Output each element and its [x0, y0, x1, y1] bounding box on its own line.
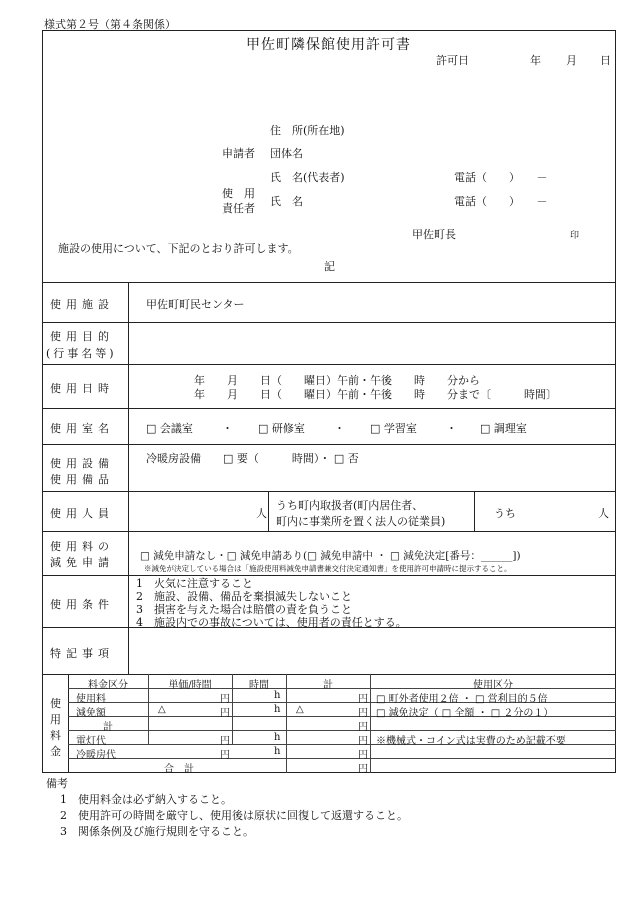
exemption-value: □ 減免申請なし・□ 減免申請あり(□ 減免申請中 ・ □ 減免決定[番号：______])	[140, 550, 521, 562]
fee-unit-yen: 円	[220, 694, 230, 705]
exemption-label-2: 減免申請	[50, 556, 114, 569]
page-title: 甲佐町隣保館使用許可書	[246, 37, 411, 53]
applicant-label: 申請者	[222, 147, 255, 160]
people-label: 使用人員	[50, 507, 114, 520]
room-option-training[interactable]: □ 研修室	[258, 422, 305, 435]
permit-date-month: 月	[566, 54, 577, 67]
exemption-label-1: 使用料の	[50, 540, 114, 553]
remark-item-1: 1 使用料金は必ず納入すること。	[60, 793, 232, 806]
people-unit: 人	[256, 507, 267, 520]
address-label: 住 所(所在地)	[270, 124, 345, 137]
facility-value: 甲佐町町民センター	[146, 298, 245, 311]
datetime-to: 年 月 日（ 曜日）午前・午後 時 分まで〔 時間〕	[194, 388, 557, 401]
room-sep-2: ・	[334, 422, 345, 435]
condition-item-1: 1 火気に注意すること	[136, 577, 253, 590]
condition-item-2: 2 施設、設備、備品を棄損滅失しないこと	[136, 590, 352, 603]
people-uchi: うち	[494, 507, 516, 520]
purpose-label-2: (行事名等)	[46, 347, 117, 360]
intro-text: 施設の使用について、下記のとおり許可します。	[58, 242, 299, 255]
fee-usage-text: ※機械式・コイン式は実費のため記載不要	[376, 736, 566, 747]
room-option-study[interactable]: □ 学習室	[370, 422, 417, 435]
fee-side-char-1: 使	[50, 697, 61, 710]
equipment-value: 冷暖房設備 □ 要（ 時間）・ □ 否	[146, 452, 359, 465]
fee-unit-yen: 円	[220, 736, 230, 747]
fee-unit-yen: 円	[220, 708, 230, 719]
fee-category: 電灯代	[76, 736, 106, 747]
exemption-note: ※減免が決定している場合は「施設使用料減免申請書兼交付決定通知書」を使用許可申請時に提示すること。	[144, 564, 512, 573]
condition-item-3: 3 損害を与えた場合は賠償の責を負うこと	[136, 603, 352, 616]
permit-date-year: 年	[530, 54, 541, 67]
fee-grand-total-yen: 円	[358, 764, 368, 775]
fee-category: 減免額	[76, 708, 106, 719]
fee-header-total: 計	[323, 680, 333, 691]
special-notes-label: 特記事項	[50, 647, 114, 660]
people-local-2: 町内に事業所を置く法人の従業員)	[276, 515, 446, 528]
fee-side-char-3: 料	[50, 729, 61, 742]
fee-category: 使用料	[76, 694, 106, 705]
room-label: 使用室名	[50, 422, 114, 435]
fee-category: 計	[103, 722, 113, 733]
responsible-name-label: 氏 名	[270, 195, 303, 208]
people-unit-2: 人	[598, 507, 609, 520]
condition-item-4: 4 施設内での事故については、使用者の責任とする。	[136, 616, 407, 629]
representative-name-label: 氏 名(代表者)	[270, 171, 345, 184]
fee-header-hours: 時間	[249, 680, 269, 691]
fee-hours-unit: h	[274, 690, 281, 701]
phone-2: 電話（ ） －	[454, 195, 548, 208]
fee-grand-total-label: 合 計	[164, 764, 194, 775]
fee-hours-unit: h	[274, 746, 281, 757]
responsible-label-2: 責任者	[222, 202, 255, 215]
group-name-label: 団体名	[270, 147, 303, 160]
mayor-label: 甲佐町長	[412, 228, 456, 241]
permit-date-label: 許可日	[436, 54, 469, 67]
permit-date-day: 日	[600, 54, 611, 67]
remark-item-3: 3 関係条例及び施行規則を守ること。	[60, 825, 254, 838]
room-option-kitchen[interactable]: □ 調理室	[480, 422, 527, 435]
fee-header-usage: 使用区分	[473, 680, 513, 691]
fee-hours-unit: h	[274, 704, 281, 715]
fee-unit-yen: 円	[220, 750, 230, 761]
phone-1: 電話（ ） －	[454, 171, 548, 184]
fee-total-yen: 円	[358, 694, 368, 705]
fee-usage-text: □ 減免決定（ □ 全額 ・ □ ２分の１）	[376, 708, 554, 719]
conditions-label: 使用条件	[50, 598, 114, 611]
room-sep-1: ・	[222, 422, 233, 435]
seal-mark: 印	[570, 231, 580, 241]
fee-triangle: △	[158, 704, 166, 715]
fee-total-yen: 円	[358, 736, 368, 747]
remark-item-2: 2 使用許可の時間を厳守し、使用後は原状に回復して返還すること。	[60, 809, 408, 822]
equipment-label-1: 使用設備	[50, 457, 114, 470]
fee-total-yen: 円	[358, 750, 368, 761]
fee-side-char-4: 金	[50, 745, 61, 758]
fee-side-char-2: 用	[50, 713, 61, 726]
datetime-label: 使用日時	[50, 382, 114, 395]
fee-header-category: 料金区分	[88, 680, 128, 691]
ki-label: 記	[324, 260, 335, 273]
fee-total-triangle: △	[296, 704, 304, 715]
facility-label: 使用施設	[50, 298, 114, 311]
fee-hours-unit: h	[274, 732, 281, 743]
datetime-from: 年 月 日（ 曜日）午前・午後 時 分から	[194, 374, 480, 387]
people-local-1: うち町内取扱者(町内居住者、	[276, 499, 424, 512]
room-sep-3: ・	[446, 422, 457, 435]
room-option-meeting[interactable]: □ 会議室	[146, 422, 193, 435]
form-number: 様式第２号（第４条関係）	[44, 18, 176, 31]
remarks-title: 備考	[46, 777, 68, 790]
fee-category: 冷暖房代	[76, 750, 116, 761]
fee-header-unit-price: 単価/時間	[168, 680, 212, 691]
equipment-label-2: 使用備品	[50, 473, 114, 486]
responsible-label-1: 使 用	[222, 187, 255, 200]
fee-total-yen: 円	[358, 722, 368, 733]
fee-total-yen: 円	[358, 708, 368, 719]
purpose-label-1: 使用目的	[50, 330, 114, 343]
fee-usage-text: □ 町外者使用２倍 ・ □ 営利目的５倍	[376, 694, 548, 705]
